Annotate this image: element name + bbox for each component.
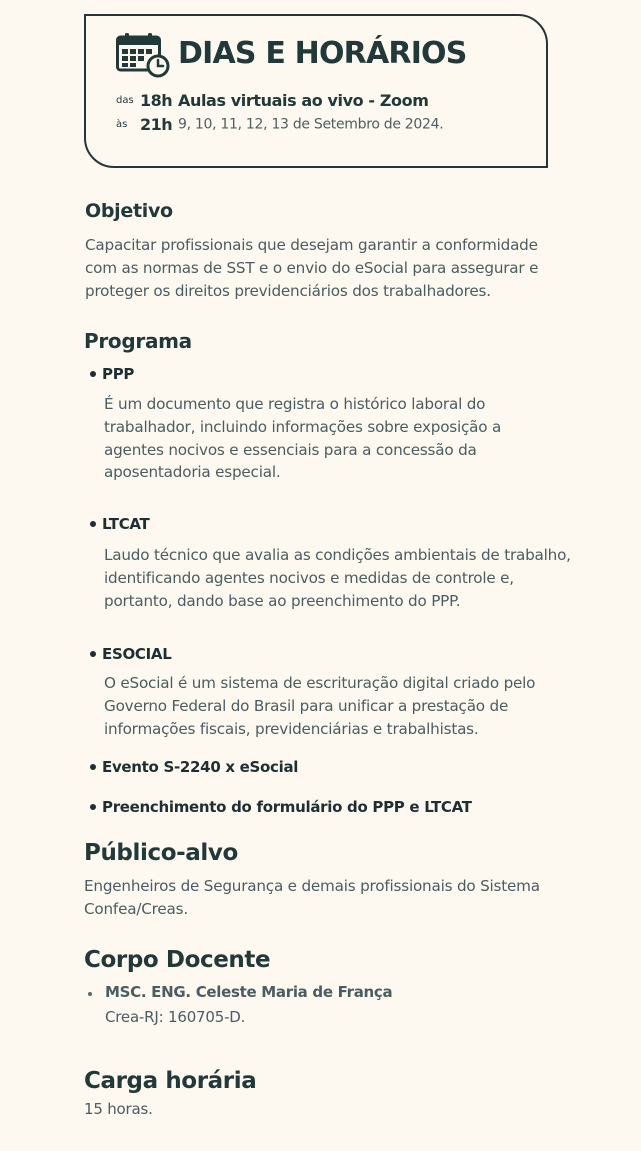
program-item-description: É um documento que registra o histórico laboral do trabalhador, incluindo informações sobre exposição a agentes nocivos e essenciais para a concessão da aposentadoria especial.	[104, 395, 502, 482]
objetivo-text: Capacitar profissionais que desejam garantir a conformidade com as normas de SST e o envio do eSocial para assegurar e proteger os direitos previdenciários dos trabalhadores.	[85, 236, 539, 300]
publico-heading: Público-alvo	[84, 840, 238, 866]
schedule-title: DIAS E HORÁRIOS	[178, 36, 467, 71]
docente-crea: Crea-RJ: 160705-D.	[105, 1008, 246, 1026]
calendar-clock-icon	[116, 32, 170, 78]
objetivo-heading: Objetivo	[85, 200, 173, 222]
programa-heading: Programa	[84, 329, 192, 353]
program-item-evento	[90, 758, 298, 776]
docente-name: MSC. ENG. Celeste Maria de França	[105, 983, 393, 1001]
bullet-dot-icon	[90, 651, 96, 657]
carga-heading: Carga horária	[84, 1068, 257, 1094]
program-item-description: Laudo técnico que avalia as condições ambientais de trabalho, identificando agentes nocivos e medidas de controle e, portanto, dando base ao preenchimento do PPP.	[104, 546, 571, 610]
start-hour: 18h	[140, 91, 173, 110]
program-item-label: Evento S-2240 x eSocial	[102, 758, 299, 776]
bullet-dot-icon	[90, 764, 96, 770]
carga-text: 15 horas.	[84, 1100, 153, 1118]
program-item-label: LTCAT	[102, 515, 150, 533]
program-item-ppp	[90, 365, 134, 383]
program-item-esocial	[90, 645, 171, 663]
program-item-label: ESOCIAL	[102, 645, 172, 663]
schedule-box	[84, 14, 548, 168]
class-format: Aulas virtuais ao vivo - Zoom	[178, 91, 429, 110]
bullet-dot-icon	[88, 992, 92, 996]
end-hour: 21h	[140, 115, 173, 134]
program-item-ltcat	[90, 515, 150, 533]
bullet-dot-icon	[90, 804, 96, 810]
end-prefix: às	[116, 119, 128, 130]
program-item-preenchimento	[90, 798, 472, 816]
program-item-description: O eSocial é um sistema de escrituração digital criado pelo Governo Federal do Brasil para unificar a prestação de informações fiscais, previdenciárias e trabalhistas.	[104, 674, 536, 738]
program-item-label: PPP	[102, 365, 135, 383]
bullet-dot-icon	[90, 371, 96, 377]
docente-heading: Corpo Docente	[84, 947, 271, 973]
program-item-label: Preenchimento do formulário do PPP e LTCAT	[102, 798, 472, 816]
start-prefix: das	[116, 95, 134, 106]
class-dates: 9, 10, 11, 12, 13 de Setembro de 2024.	[178, 116, 444, 133]
bullet-dot-icon	[90, 521, 96, 527]
schedule-row-end	[116, 114, 443, 136]
publico-text: Engenheiros de Segurança e demais profissionais do Sistema Confea/Creas.	[84, 877, 540, 918]
schedule-row-start	[116, 90, 429, 112]
